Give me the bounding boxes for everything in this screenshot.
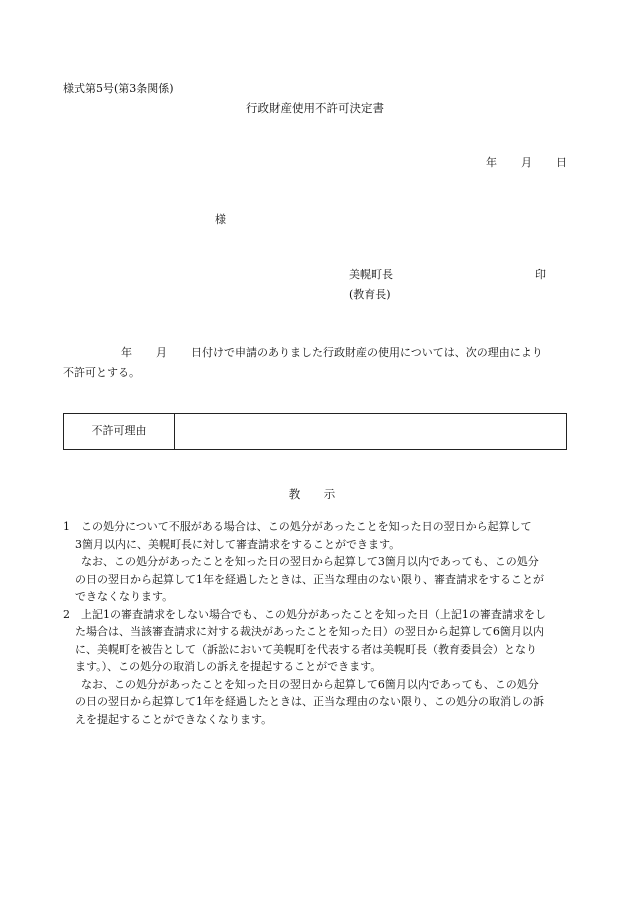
instruction-line: 2 上記1の審査請求をしない場合でも、この処分があったことを知った日（上記1の審査請求をし [63,607,546,621]
instructions-body [63,518,573,728]
instruction-line: の日の翌日から起算して1年を経過したときは、正当な理由のない限り、審査請求をすることが [75,572,544,586]
notice-line-1 [63,343,571,363]
instruction-line: なお、この処分があったことを知った日の翌日から起算して3箇月以内であっても、この処分 [81,555,539,568]
instruction-line: えを提起することができなくなります。 [75,712,273,726]
date-month-label: 月 [521,156,532,169]
reason-table [63,413,567,450]
date-line [486,156,567,171]
instruction-line: の日の翌日から起算して1年を経過したときは、正当な理由のない限り、この処分の取消しの訴 [75,695,544,708]
instructions-title: 教 示 [288,487,342,501]
reason-value-cell [175,414,566,449]
date-year-label: 年 [486,156,497,169]
instruction-line: 1 この処分について不服がある場合は、この処分があったことを知った日の翌日から起算して [63,520,532,533]
seal-mark: 印 [535,268,546,281]
instruction-line: ます。）、この処分の取消しの訴えを提起することができます。 [75,660,382,673]
instruction-line: 3箇月以内に、美幌町長に対して審査請求をすることができます。 [75,537,401,551]
instruction-line: なお、この処分があったことを知った日の翌日から起算して6箇月以内であっても、この処分 [81,677,539,691]
notice-paragraph [63,343,571,383]
document-title: 行政財産使用不許可決定書 [246,101,384,115]
notice-month-label: 月 [156,346,167,359]
date-day-label: 日 [556,156,567,169]
notice-year-label: 年 [121,346,132,359]
issuer-title: 美幌町長 [349,268,393,281]
notice-line-2: 不許可とする。 [63,366,140,379]
instruction-line: できなくなります。 [75,590,174,603]
form-number: 様式第5号(第3条関係) [63,82,174,95]
reason-label: 不許可理由 [64,414,175,449]
instruction-line: に、美幌町を被告として（訴訟において美幌町を代表する者は美幌町長（教育委員会）となり [75,642,537,656]
addressee-honorific: 様 [215,213,226,226]
notice-line-1-text: 日付けで申請のありました行政財産の使用については、次の理由により [191,346,543,359]
issuer-subtitle: (教育長) [349,288,391,301]
instruction-line: た場合は、当該審査請求に対する裁決があったことを知った日）の翌日から起算して6箇月以内 [75,625,544,638]
